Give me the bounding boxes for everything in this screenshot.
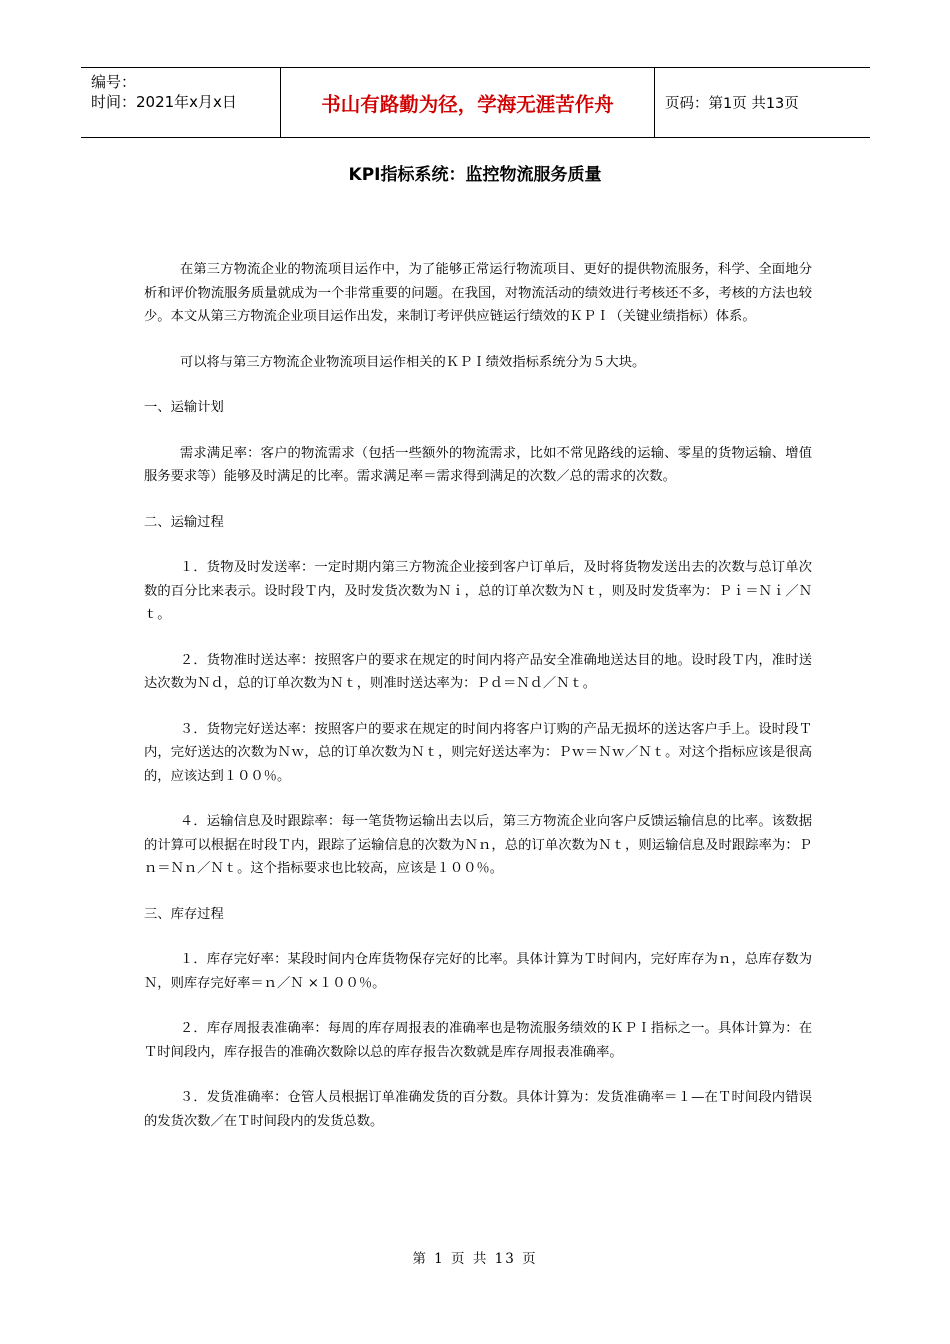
page-footer: 第 1 页 共 13 页 — [412, 1251, 538, 1267]
header-motto: 书山有路勤为径，学海无涯苦作舟 — [281, 68, 655, 137]
section-heading-transport-process: 二、运输过程 — [144, 514, 224, 530]
header-meta — [81, 68, 281, 137]
inventory-intact-paragraph: １．库存完好率：某段时间内仓库货物保存完好的比率。具体计算为Ｔ时间内，完好库存为ｎ，总库存数为Ｎ，则库存完好率＝ｎ／Ｎ ×１００％。 — [144, 952, 812, 991]
section-heading-inventory-process: 三、库存过程 — [144, 906, 224, 922]
intro-paragraph: 在第三方物流企业的物流项目运作中，为了能够正常运行物流项目、更好的提供物流服务，科学、全面地分析和评价物流服务质量就成为一个非常重要的问题。在我国，对物流活动的绩效进行考核还不多，考核的方法也较少。本文从第三方物流企业项目运作出发，来制订考评供应链运行绩效的ＫＰＩ（关键业绩指标）体系。 — [144, 262, 812, 324]
tracking-rate-paragraph: ４．运输信息及时跟踪率：每一笔货物运输出去以后，第三方物流企业向客户反馈运输信息的比率。该数据的计算可以根据在时段Ｔ内，跟踪了运输信息的次数为Ｎｎ，总的订单次数为Ｎｔ，则运输信息及时跟踪率为：Ｐｎ＝Ｎｎ／Ｎｔ。这个指标要求也比较高，应该是１００％。 — [144, 814, 812, 876]
overview-paragraph: 可以将与第三方物流企业物流项目运作相关的ＫＰＩ绩效指标系统分为５大块。 — [179, 354, 646, 370]
header-page-label: 页码：第1页 共13页 — [665, 96, 799, 112]
document-header — [81, 67, 870, 138]
demand-satisfaction-paragraph: 需求满足率：客户的物流需求（包括一些额外的物流需求，比如不常见路线的运输、零星的货物运输、增值服务要求等）能够及时满足的比率。需求满足率＝需求得到满足的次数／总的需求的次数。 — [144, 445, 812, 484]
document-number-label: 编号： — [91, 73, 137, 91]
document-title: KPI指标系统：监控物流服务质量 — [348, 165, 602, 185]
document-body — [144, 258, 812, 1155]
timely-dispatch-paragraph: １．货物及时发送率：一定时期内第三方物流企业接到客户订单后，及时将货物发送出去的次数与总订单次数的百分比来表示。设时段Ｔ内，及时发货次数为Ｎｉ，总的订单次数为Ｎｔ，则及时发货率为：Ｐｉ＝Ｎｉ／Ｎｔ。 — [144, 560, 812, 622]
shipping-accuracy-paragraph: ３．发货准确率：仓管人员根据订单准确发货的百分数。具体计算为：发货准确率＝１—在Ｔ时间段内错误的发货次数／在Ｔ时间段内的发货总数。 — [144, 1090, 812, 1129]
document-date-label: 时间：2021年x月x日 — [91, 93, 237, 111]
weekly-report-paragraph: ２．库存周报表准确率：每周的库存周报表的准确率也是物流服务绩效的ＫＰＩ指标之一。具体计算为：在Ｔ时间段内，库存报告的准确次数除以总的库存报告次数就是库存周报表准确率。 — [144, 1021, 812, 1060]
section-heading-transport-plan: 一、运输计划 — [144, 400, 224, 415]
intact-delivery-paragraph: ３．货物完好送达率：按照客户的要求在规定的时间内将客户订购的产品无损坏的送达客户手上。设时段Ｔ内，完好送达的次数为Ｎｗ，总的订单次数为Ｎｔ，则完好送达率为：Ｐｗ＝Ｎｗ／Ｎｔ。对这个指标应该是很高的，应该达到１００％。 — [144, 721, 812, 784]
on-time-delivery-paragraph: ２．货物准时送达率：按照客户的要求在规定的时间内将产品安全准确地送达目的地。设时段Ｔ内，准时送达次数为Ｎｄ，总的订单次数为Ｎｔ，则准时送达率为：Ｐｄ＝Ｎｄ／Ｎｔ。 — [144, 652, 812, 691]
